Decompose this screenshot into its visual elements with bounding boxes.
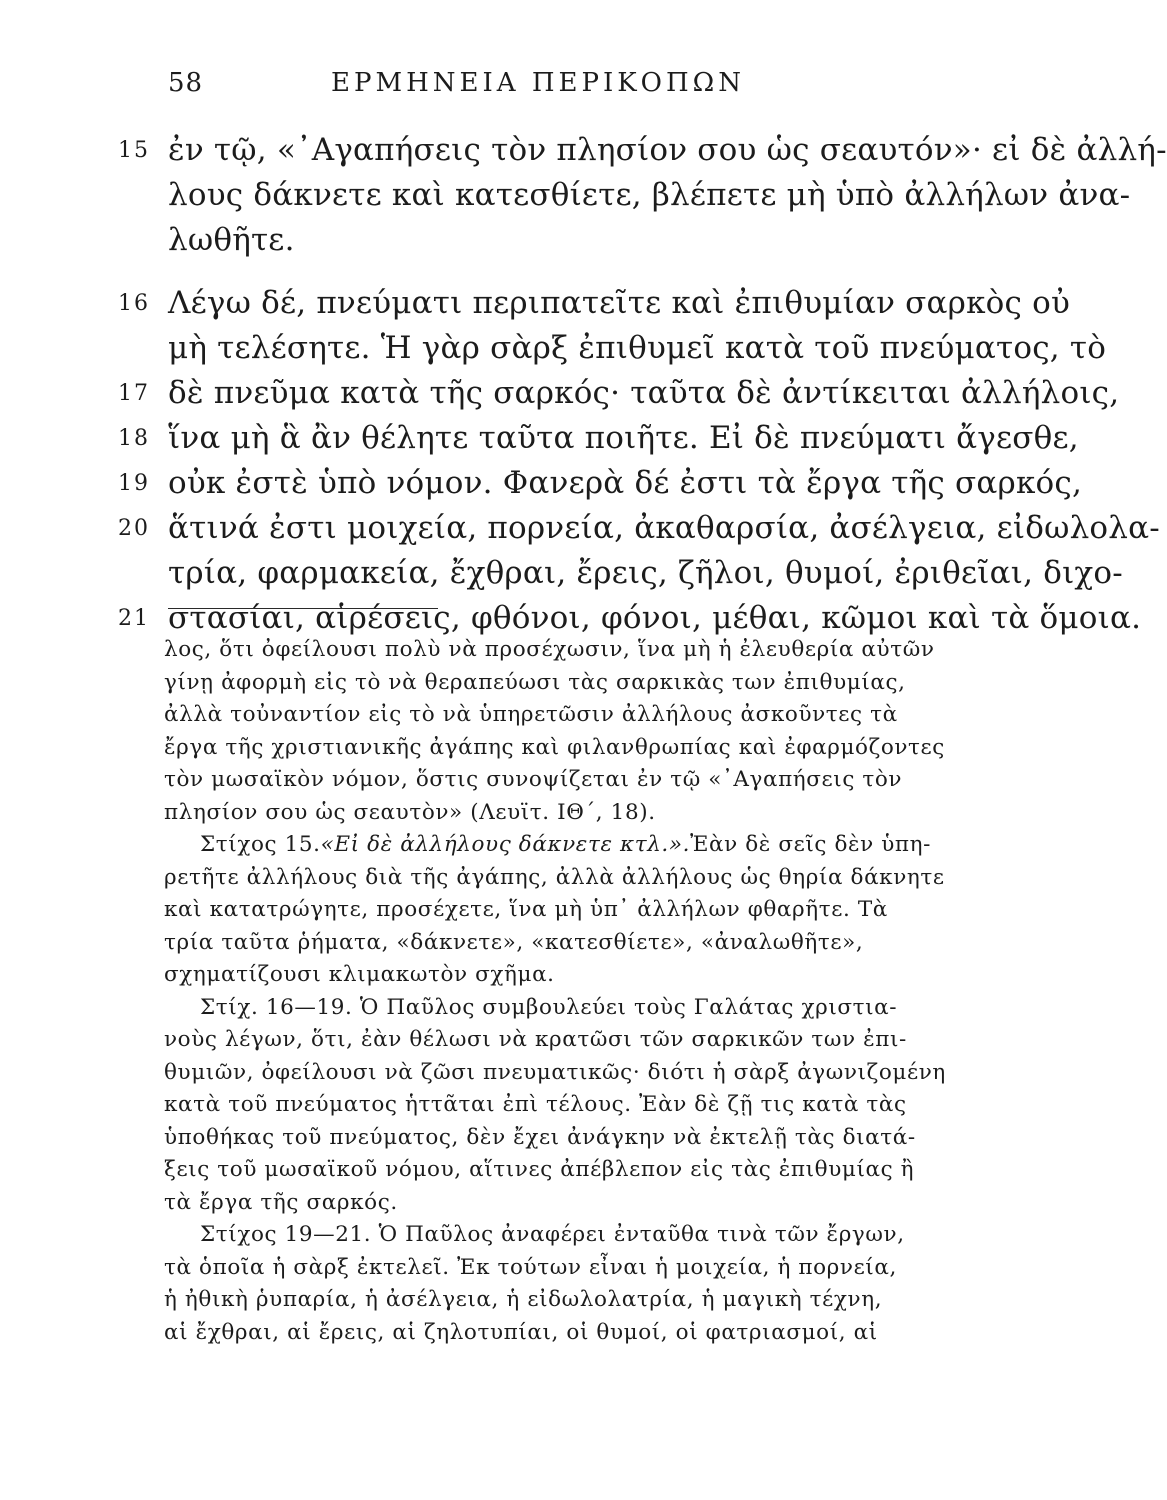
commentary-line: γίνῃ ἀφορμὴ εἰς τὸ νὰ θεραπεύωσι τὰς σαρκικὰς των ἐπιθυμίας, — [164, 669, 906, 695]
commentary-line: τρία ταῦτα ῥήματα, «δάκνετε», «κατεσθίετε», «ἀναλωθῆτε», — [164, 929, 864, 955]
commentary-line: ρετῆτε ἀλλήλους διὰ τῆς ἀγάπης, ἀλλὰ ἀλλήλους ὡς θηρία δάκνητε — [164, 864, 945, 890]
commentary-line: τὸν μωσαϊκὸν νόμον, ὅστις συνοψίζεται ἐν τῷ «᾽Αγαπήσεις τὸν — [164, 767, 903, 792]
verse-line — [118, 218, 918, 263]
verse-number: 15 — [118, 138, 150, 163]
commentary-line: ἀλλὰ τοὐναντίον εἰς τὸ νὰ ὑπηρετῶσιν ἀλλήλους ἀσκοῦντες τὰ — [164, 702, 898, 727]
commentary-line: σχηματίζουσι κλιμακωτὸν σχῆμα. — [164, 962, 555, 987]
verse-text: δὲ πνεῦμα κατὰ τῆς σαρκός· ταῦτα δὲ ἀντίκειται ἀλλήλοις, — [168, 375, 1120, 411]
verse-line — [118, 326, 1107, 371]
page-header — [168, 68, 908, 108]
scripture-text — [118, 128, 1167, 641]
commentary-line: καὶ κατατρώγητε, προσέχετε, ἵνα μὴ ὑπ᾽ ἀλλήλων φθαρῆτε. Τὰ — [164, 897, 888, 922]
verse-line — [118, 128, 1167, 173]
footnote-divider — [168, 608, 438, 609]
commentary-line: τὰ ὁποῖα ἡ σὰρξ ἐκτελεῖ. Ἐκ τούτων εἶναι ἡ μοιχεία, ἡ πορνεία, — [164, 1254, 897, 1280]
verse-text: ἵνα μὴ ἃ ἂν θέλητε ταῦτα ποιῆτε. Εἰ δὲ πνεύματι ἄγεσθε, — [168, 420, 1079, 456]
commentary-line: αἱ ἔχθραι, αἱ ἔρεις, αἱ ζηλοτυπίαι, οἱ θυμοί, οἱ φατριασμοί, αἱ — [164, 1319, 878, 1345]
stichos-label: Στίχος 15. — [200, 832, 321, 857]
verse-number: 17 — [118, 381, 150, 406]
verse-text: στασίαι, αἱρέσεις, φθόνοι, φόνοι, μέθαι, κῶμοι καὶ τὰ ὅμοια. — [168, 600, 1142, 636]
commentary-line: θυμιῶν, ὀφείλουσι νὰ ζῶσι πνευματικῶς· διότι ἡ σὰρξ ἀγωνιζομένη — [164, 1059, 946, 1085]
page-number: 58 — [168, 68, 204, 98]
stichos-quote: «Εἰ δὲ ἀλλήλους δάκνετε κτλ.». — [320, 832, 691, 857]
verse-text: ἐν τῷ, «᾽Αγαπήσεις τὸν πλησίον σου ὡς σεαυτόν»· εἰ δὲ ἀλλή- — [168, 132, 1167, 168]
commentary-line: ὑποθήκας τοῦ πνεύματος, δὲν ἔχει ἀνάγκην νὰ ἐκτελῇ τὰς διατά- — [164, 1124, 916, 1150]
commentary-line: πλησίον σου ὡς σεαυτὸν» (Λευϊτ. ΙΘ΄, 18). — [164, 799, 656, 825]
running-title: ΕΡΜΗΝΕΙΑ ΠΕΡΙΚΟΠΩΝ — [331, 68, 745, 98]
commentary-line: νοὺς λέγων, ὅτι, ἐὰν θέλωσι νὰ κρατῶσι τῶν σαρκικῶν των ἐπι- — [164, 1027, 907, 1052]
verse-text: μὴ τελέσητε. Ἡ γὰρ σὰρξ ἐπιθυμεῖ κατὰ τοῦ πνεύματος, τὸ — [168, 330, 1107, 366]
verse-line — [118, 416, 1079, 461]
verse-number: 16 — [118, 291, 150, 316]
commentary-line: κατὰ τοῦ πνεύματος ἡττᾶται ἐπὶ τέλους. Ἐὰν δὲ ζῇ τις κατὰ τὰς — [164, 1092, 907, 1117]
verse-text: οὐκ ἐστὲ ὑπὸ νόμον. Φανερὰ δέ ἐστι τὰ ἔργα τῆς σαρκός, — [168, 465, 1083, 501]
verse-number: 19 — [118, 471, 150, 496]
verse-text: ἅτινά ἐστι μοιχεία, πορνεία, ἀκαθαρσία, ἀσέλγεια, εἰδωλολα- — [168, 510, 1160, 546]
commentary-text-run: Ἐὰν δὲ σεῖς δὲν ὑπη- — [690, 832, 931, 857]
commentary-line: ἡ ἠθικὴ ῥυπαρία, ἡ ἀσέλγεια, ἡ εἰδωλολατρία, ἡ μαγικὴ τέχνη, — [164, 1287, 883, 1312]
commentary-line: τὰ ἔργα τῆς σαρκός. — [164, 1189, 398, 1215]
commentary-line: λος, ὅτι ὀφείλουσι πολὺ νὰ προσέχωσιν, ἵνα μὴ ἡ ἐλευθερία αὐτῶν — [164, 637, 935, 662]
verse-line — [118, 371, 1120, 416]
commentary-line: ἔργα τῆς χριστιανικῆς ἀγάπης καὶ φιλανθρωπίας καὶ ἐφαρμόζοντες — [164, 734, 945, 760]
verse-number: 20 — [118, 516, 150, 541]
verse-text: λους δάκνετε καὶ κατεσθίετε, βλέπετε μὴ ὑπὸ ἀλλήλων ἀνα- — [168, 177, 1131, 213]
commentary-line: Στίχ. 16—19. Ὁ Παῦλος συμβουλεύει τοὺς Γαλάτας χριστια- — [200, 994, 898, 1020]
verse-text: Λέγω δέ, πνεύματι περιπατεῖτε καὶ ἐπιθυμίαν σαρκὸς οὐ — [168, 285, 1071, 321]
verse-line — [118, 173, 1131, 218]
verse-number: 21 — [118, 606, 150, 631]
verse-text: λωθῆτε. — [168, 222, 295, 258]
verse-line — [118, 506, 1160, 551]
verse-line — [118, 281, 1071, 326]
verse-line — [118, 551, 1123, 596]
verse-text: τρία, φαρμακεία, ἔχθραι, ἔρεις, ζῆλοι, θυμοί, ἐριθεῖαι, διχο- — [168, 555, 1123, 591]
commentary-line: ξεις τοῦ μωσαϊκοῦ νόμου, αἵτινες ἀπέβλεπον εἰς τὰς ἐπιθυμίας ἢ — [164, 1157, 915, 1182]
commentary-line: Στίχος 19—21. Ὁ Παῦλος ἀναφέρει ἐνταῦθα τινὰ τῶν ἔργων, — [200, 1222, 905, 1247]
commentary-text — [164, 634, 946, 1349]
verse-number: 18 — [118, 426, 150, 451]
verse-line — [118, 461, 1083, 506]
commentary-line — [164, 829, 931, 862]
